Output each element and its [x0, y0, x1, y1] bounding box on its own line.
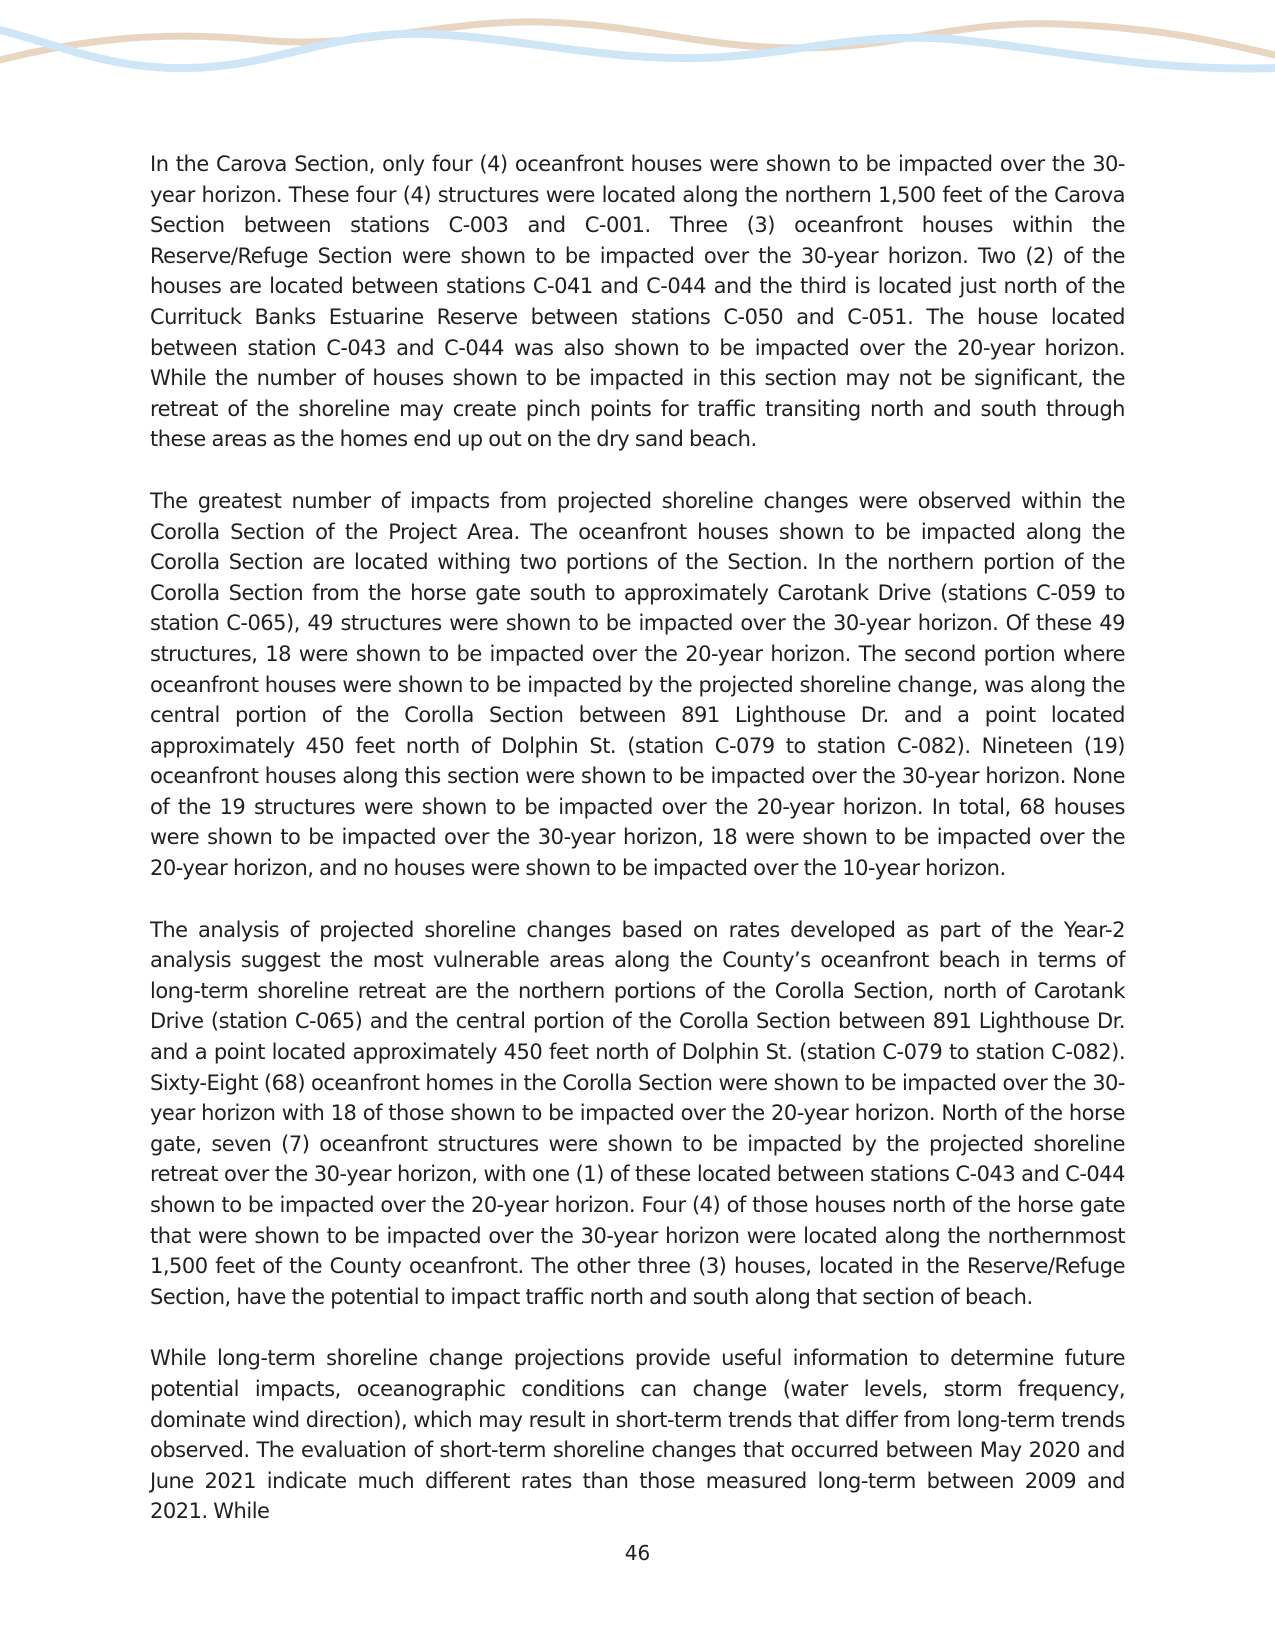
paragraph-corolla: The greatest number of impacts from projected shoreline changes were observed within the Corolla Section of the Project Area. The oceanfront houses shown to be impacted along the Corolla Section are located withing two portions of the Section. In the northern portion of the Corolla Section from the horse gate south to approximately Carotank Drive (stations C-059 to station C-065), 49 structures were shown to be impacted over the 30-year horizon. Of these 49 structures, 18 were shown to be impacted over the 20-year horizon. The second portion where oceanfront houses were shown to be impacted by the projected shoreline change, was along the central portion of the Corolla Section between 891 Lighthouse Dr. and a point located approximately 450 feet north of Dolphin St. (station C-079 to station C-082). Nineteen (19) oceanfront houses along this section were shown to be impacted over the 30-year horizon. None of the 19 structures were shown to be impacted over the 20-year horizon. In total, 68 houses were shown to be impacted over the 30-year horizon, 18 were shown to be impacted over the 20-year horizon, and no houses were shown to be impacted over the 10-year horizon. — [150, 488, 1125, 881]
page-number: 46 — [624, 1541, 651, 1565]
paragraph-analysis: The analysis of projected shoreline changes based on rates developed as part of the Year-2 analysis suggest the most vulnerable areas along the County’s oceanfront beach in terms of long-term shoreline retreat are the northern portions of the Corolla Section, north of Carotank Drive (station C-065) and the central portion of the Corolla Section between 891 Lighthouse Dr. and a point located approximately 450 feet north of Dolphin St. (station C-079 to station C-082). Sixty-Eight (68) oceanfront homes in the Corolla Section were shown to be impacted over the 30-year horizon with 18 of those shown to be impacted over the 20-year horizon. North of the horse gate, seven (7) oceanfront structures were shown to be impacted by the projected shoreline retreat over the 30-year horizon, with one (1) of these located between stations C-043 and C-044 shown to be impacted over the 20-year horizon. Four (4) of those houses north of the horse gate that were shown to be impacted over the 30-year horizon were located along the northernmost 1,500 feet of the County oceanfront. The other three (3) houses, located in the Reserve/Refuge Section, have the potential to impact traffic north and south along that section of beach. — [150, 917, 1125, 1309]
header-wave-decoration — [0, 0, 1275, 90]
paragraph-carova: In the Carova Section, only four (4) oceanfront houses were shown to be impacted over the 30-year horizon. These four (4) structures were located along the northern 1,500 feet of the Carova Section between stations C-003 and C-001. Three (3) oceanfront houses within the Reserve/Refuge Section were shown to be impacted over the 30-year horizon. Two (2) of the houses are located between stations C-041 and C-044 and the third is located just north of the Currituck Banks Estuarine Reserve between stations C-050 and C-051. The house located between station C-043 and C-044 was also shown to be impacted over the 20-year horizon. While the number of houses shown to be impacted in this section may not be significant, the retreat of the shoreline may create pinch points for traffic transiting north and south through these areas as the homes end up out on the dry sand beach. — [150, 152, 1125, 452]
paragraph-short-term: While long-term shoreline change projections provide useful information to determine future potential impacts, oceanographic conditions can change (water levels, storm frequency, dominate wind direction), which may result in short-term trends that differ from long-term trends observed. The evaluation of short-term shoreline changes that occurred between May 2020 and June 2021 indicate much different rates than those measured long-term between 2009 and 2021. While — [150, 1346, 1125, 1524]
body-text — [150, 149, 1125, 1558]
